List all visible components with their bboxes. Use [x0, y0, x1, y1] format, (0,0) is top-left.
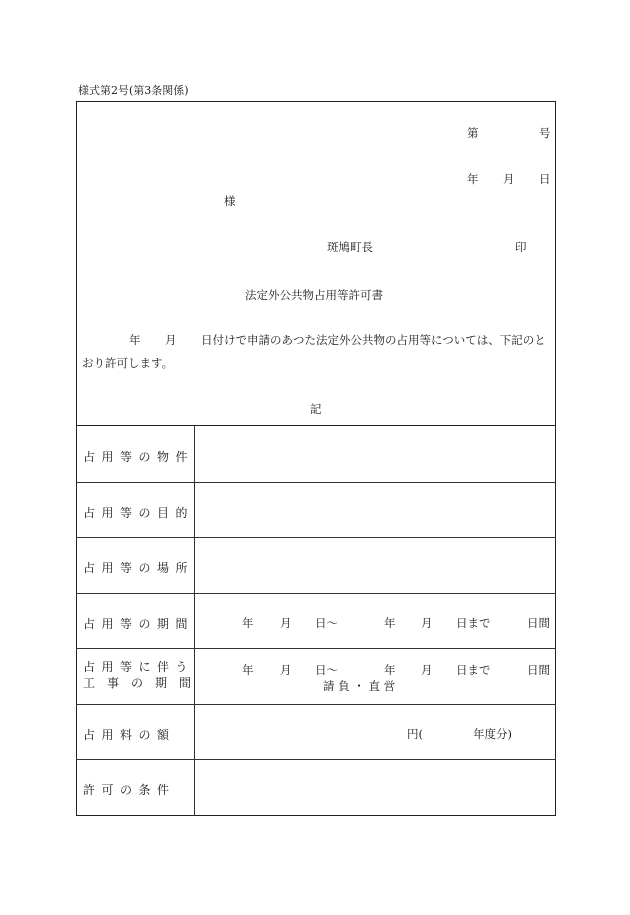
- label-fee: 占用料の額: [83, 728, 176, 742]
- label-construction-line2: 工事の期間: [83, 676, 204, 690]
- label-construction-line1: 占用等に伴う: [83, 660, 195, 674]
- period-month2: 月: [421, 616, 433, 630]
- construction-year2: 年: [384, 663, 396, 677]
- date-day: 日: [539, 172, 551, 186]
- period-days: 日間: [527, 616, 550, 630]
- date-year: 年: [467, 172, 479, 186]
- form-number: 様式第2号(第3条関係): [78, 84, 189, 97]
- date-month: 月: [503, 172, 515, 186]
- issuer: 斑鳩町長: [327, 240, 373, 254]
- body-text: 日付けで申請のあつた法定外公共物の占用等については、下記のと: [201, 333, 546, 347]
- seal-mark: 印: [515, 240, 527, 254]
- contract-type: 請 負 ・ 直 営: [323, 679, 396, 693]
- row-divider: [76, 537, 556, 538]
- header-divider: [76, 425, 556, 426]
- construction-month2: 月: [421, 663, 433, 677]
- addressee-suffix: 様: [224, 194, 236, 208]
- label-object: 占用等の物件: [83, 450, 195, 464]
- period-year2: 年: [384, 616, 396, 630]
- construction-year1: 年: [242, 663, 254, 677]
- document-title: 法定外公共物占用等許可書: [245, 288, 383, 302]
- construction-day1: 日〜: [315, 663, 338, 677]
- row-divider: [76, 704, 556, 705]
- body-text-line2: おり許可します。: [82, 356, 174, 370]
- fee-yen: 円(: [407, 727, 423, 741]
- label-location: 占用等の場所: [83, 561, 195, 575]
- period-year1: 年: [242, 616, 254, 630]
- label-purpose: 占用等の目的: [83, 506, 195, 520]
- row-divider: [76, 593, 556, 594]
- body-month: 月: [165, 333, 177, 347]
- body-year: 年: [129, 333, 141, 347]
- fee-fiscal-year: 年度分): [473, 727, 512, 741]
- ki-mark: 記: [310, 402, 322, 416]
- period-day2: 日まで: [456, 616, 491, 630]
- construction-month1: 月: [280, 663, 292, 677]
- period-day1: 日〜: [315, 616, 338, 630]
- number-go: 号: [539, 126, 551, 140]
- row-divider: [76, 482, 556, 483]
- construction-days: 日間: [527, 663, 550, 677]
- row-divider: [76, 759, 556, 760]
- label-period: 占用等の期間: [83, 617, 195, 631]
- row-divider: [76, 648, 556, 649]
- period-month1: 月: [280, 616, 292, 630]
- label-column-divider: [194, 426, 195, 816]
- construction-day2: 日まで: [456, 663, 491, 677]
- number-dai: 第: [467, 126, 479, 140]
- label-conditions: 許可の条件: [83, 783, 176, 797]
